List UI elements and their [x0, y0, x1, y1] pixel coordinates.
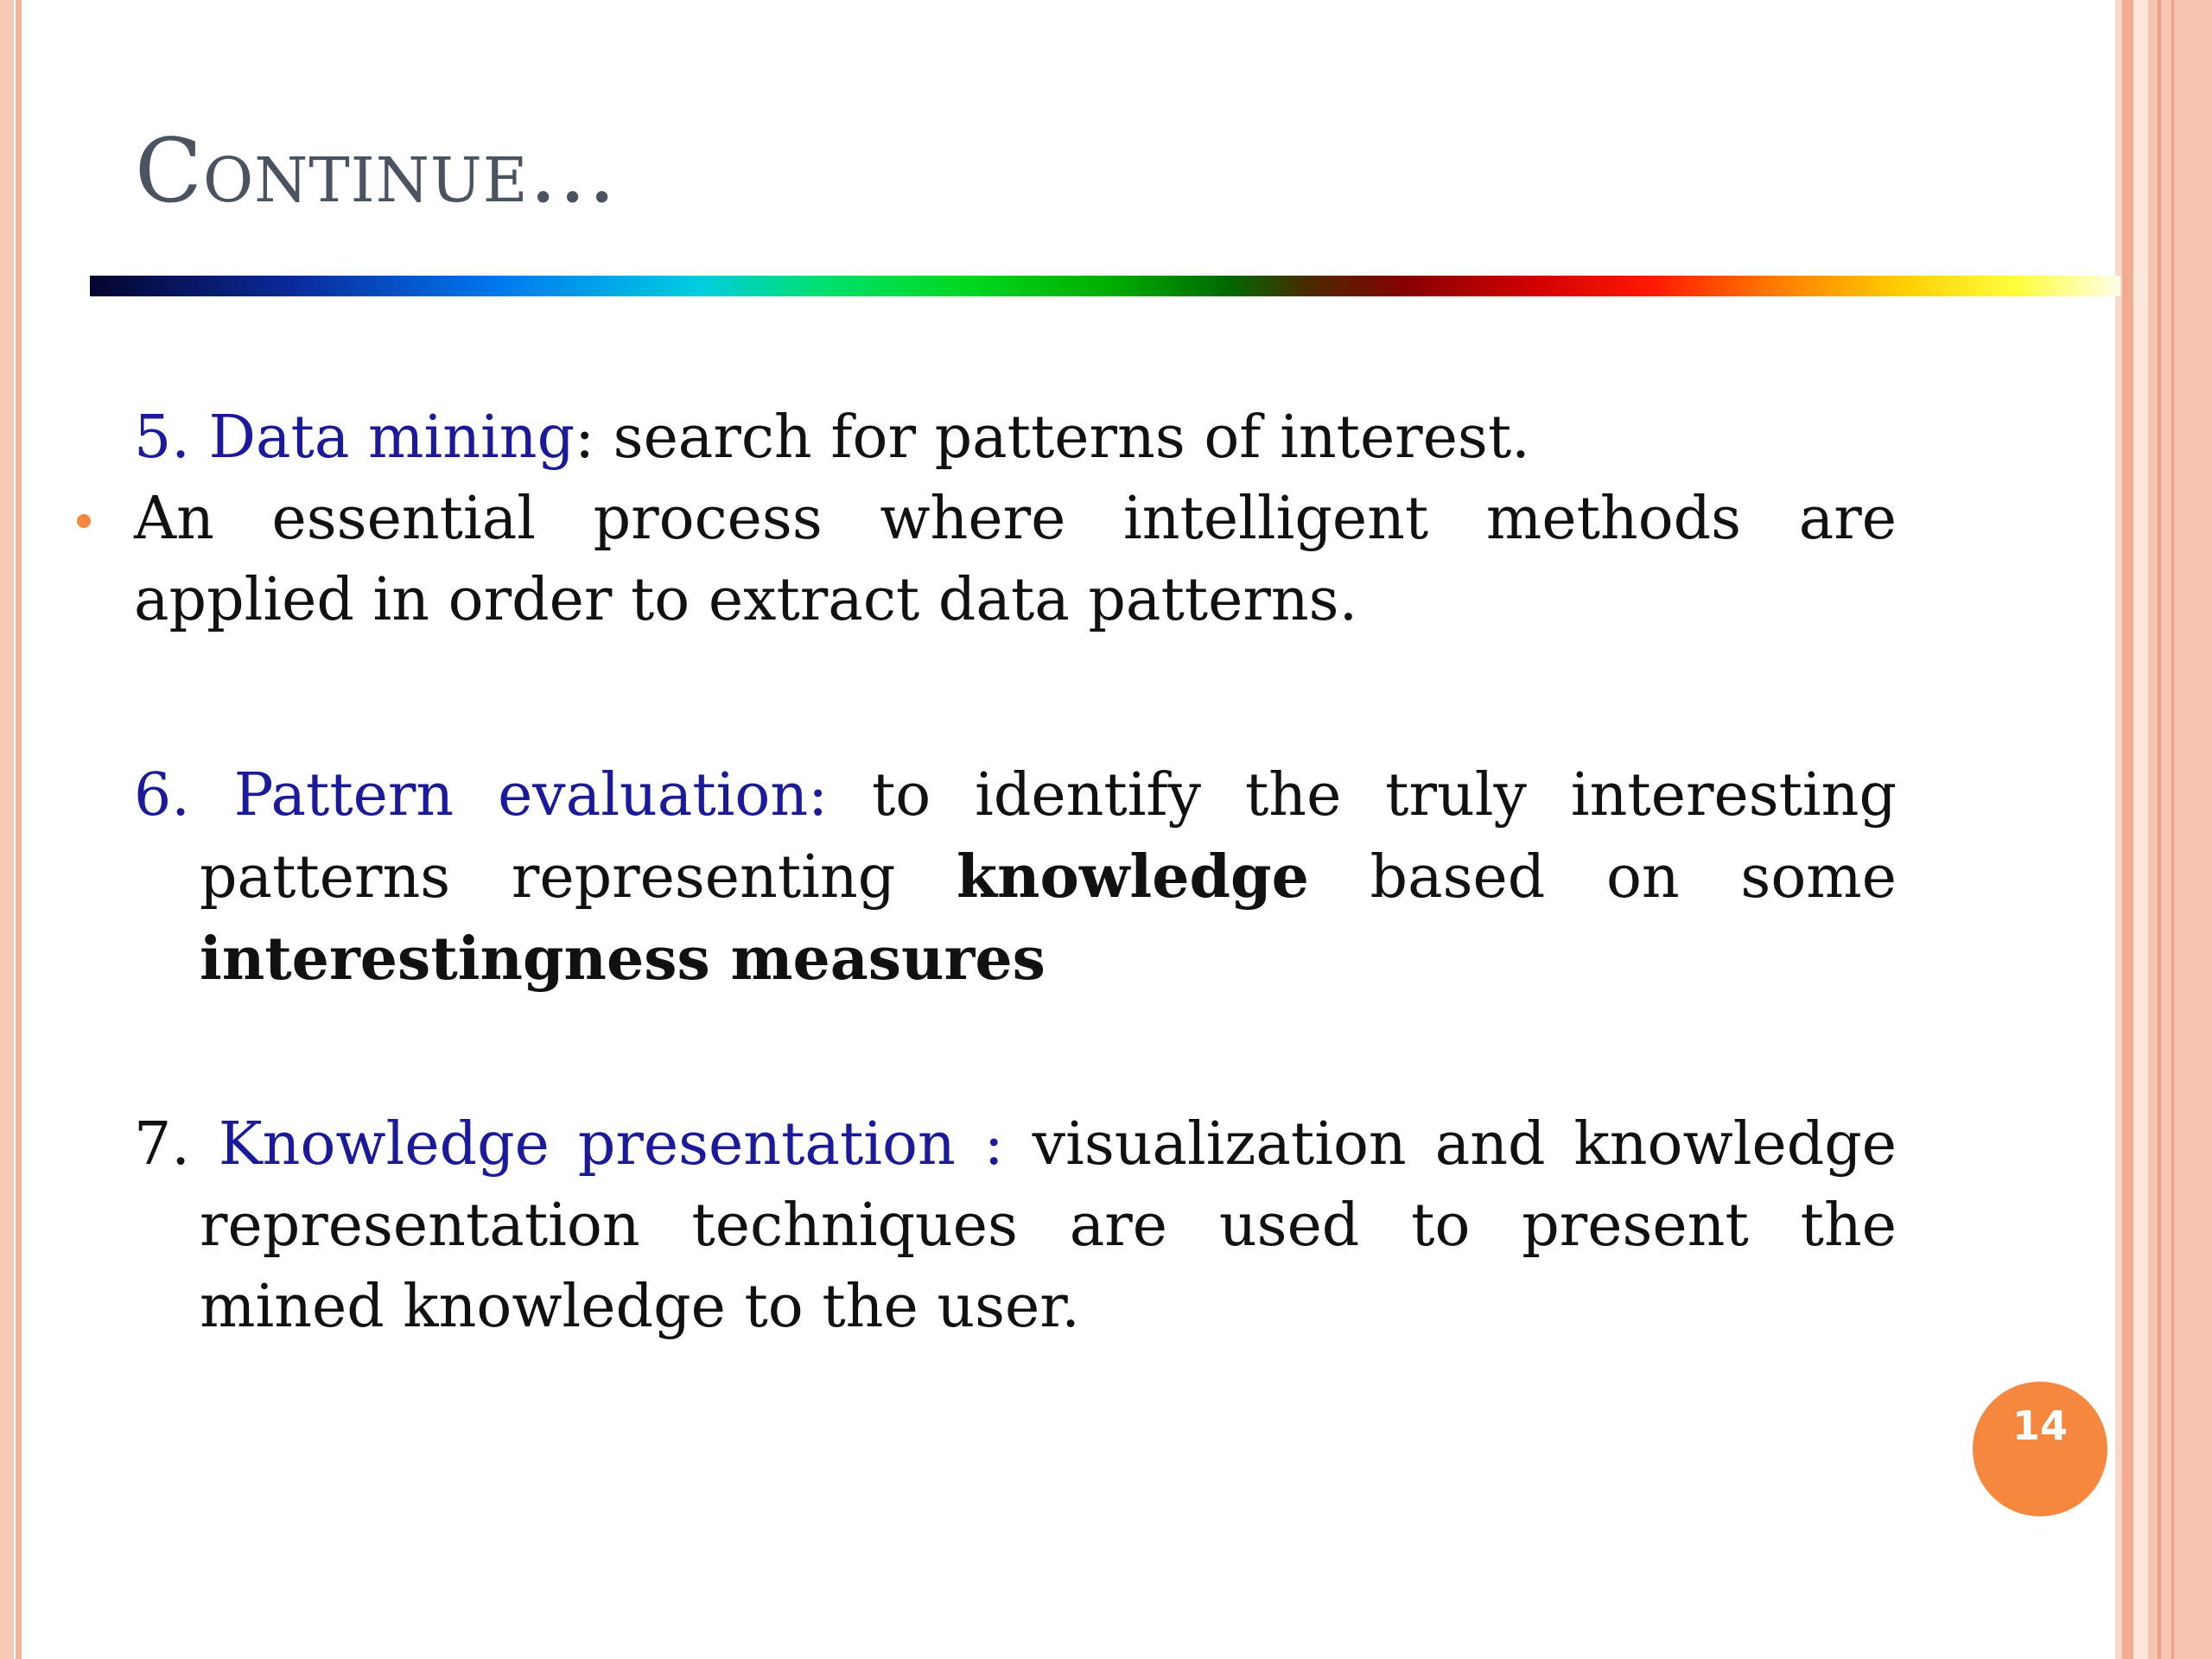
item-term: 6. Pattern evaluation:: [134, 761, 829, 830]
right-border-line: [2171, 0, 2174, 1659]
slide-content: [134, 397, 1897, 1348]
right-border-stripe: [2133, 0, 2148, 1659]
left-border-outer: [0, 0, 14, 1659]
right-border-stripe: [2122, 0, 2133, 1659]
page-number-badge: 14: [1973, 1382, 2107, 1516]
list-item-data-mining: [134, 397, 1897, 479]
item-term: 5. Data mining: [134, 404, 575, 472]
right-border-line: [2158, 0, 2161, 1659]
right-border-stripe: [2115, 0, 2122, 1659]
slide-title: Continue…: [135, 120, 618, 223]
item-description: : search for patterns of interest.: [575, 404, 1530, 472]
list-item-knowledge-presentation: [134, 1104, 1897, 1348]
item-number: 7.: [134, 1110, 190, 1179]
item-description: based on some: [1308, 843, 1897, 912]
sub-bullet-text: An essential process where intelligent methods are applied in order to extract data patterns.: [134, 485, 1897, 634]
list-item-pattern-evaluation: [134, 755, 1897, 1001]
left-border-inner: [16, 0, 22, 1659]
item-description: to identify the truly interesting patterns representing: [200, 761, 1897, 912]
rainbow-divider: [90, 276, 2120, 296]
bold-term: knowledge: [956, 842, 1309, 912]
item-term: Knowledge presentation :: [189, 1110, 1004, 1179]
bullet-dot-icon: [77, 514, 91, 528]
item-description: visualization and knowledge representation techniques are used to present the mined knowledge to the user.: [200, 1110, 1897, 1341]
sub-bullet-item: [134, 479, 1897, 641]
bold-term: interestingness measures: [200, 925, 1046, 994]
